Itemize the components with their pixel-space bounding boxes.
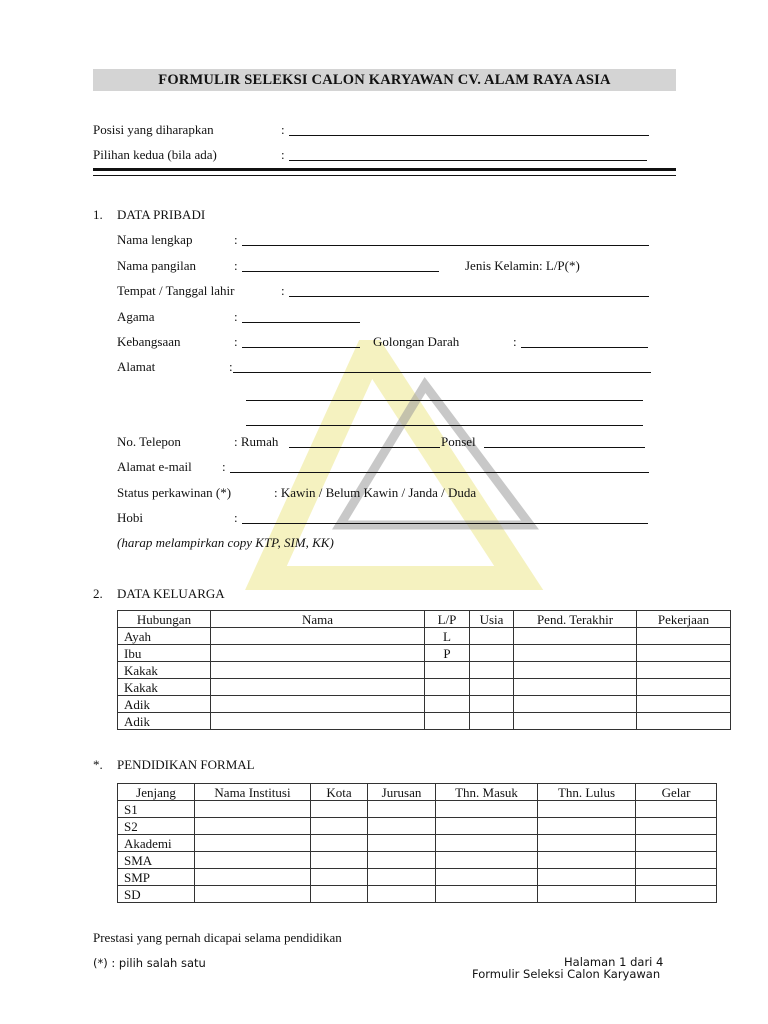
birth-field[interactable] <box>289 296 649 297</box>
table-row <box>118 852 717 869</box>
table-cell[interactable] <box>311 835 368 852</box>
table-cell[interactable] <box>514 662 637 679</box>
table-header-row <box>118 611 731 628</box>
table-cell[interactable] <box>637 628 731 645</box>
table-cell[interactable] <box>514 713 637 730</box>
nationality-field[interactable] <box>242 347 360 348</box>
table-cell[interactable] <box>470 628 514 645</box>
section-title-education: PENDIDIKAN FORMAL <box>117 757 255 772</box>
row-label: Ibu <box>118 645 211 662</box>
desired-position-field[interactable] <box>289 135 649 136</box>
table-cell[interactable] <box>195 835 311 852</box>
table-cell[interactable] <box>470 679 514 696</box>
birth-label: Tempat / Tanggal lahir <box>117 283 235 298</box>
colon: : <box>229 359 233 374</box>
marital-status-options[interactable]: : Kawin / Belum Kawin / Janda / Duda <box>274 485 477 500</box>
email-label: Alamat e-mail <box>117 459 192 474</box>
section-title-personal: DATA PRIBADI <box>117 207 206 222</box>
table-cell[interactable] <box>538 818 636 835</box>
table-cell[interactable] <box>538 835 636 852</box>
table-cell[interactable] <box>368 869 436 886</box>
table-cell[interactable] <box>425 679 470 696</box>
colon: : <box>281 283 285 298</box>
table-cell[interactable] <box>425 662 470 679</box>
column-header: Usia <box>470 611 514 628</box>
colon: : <box>281 122 285 137</box>
second-choice-field[interactable] <box>289 160 647 161</box>
table-row <box>118 645 731 662</box>
table-cell[interactable] <box>211 713 425 730</box>
form-title: FORMULIR SELEKSI CALON KARYAWAN CV. ALAM RAYA ASIA <box>93 69 676 91</box>
table-cell[interactable] <box>436 801 538 818</box>
second-choice-label: Pilihan kedua (bila ada) <box>93 147 217 162</box>
table-cell[interactable] <box>368 852 436 869</box>
table-cell[interactable] <box>311 886 368 903</box>
table-cell[interactable] <box>425 713 470 730</box>
table-cell[interactable] <box>211 662 425 679</box>
nickname-field[interactable] <box>242 271 439 272</box>
row-label: SD <box>118 886 195 903</box>
table-row <box>118 886 717 903</box>
email-field[interactable] <box>230 472 649 473</box>
table-cell[interactable] <box>368 886 436 903</box>
table-cell[interactable] <box>637 679 731 696</box>
table-cell[interactable] <box>636 835 717 852</box>
table-cell[interactable] <box>538 801 636 818</box>
table-cell[interactable] <box>636 801 717 818</box>
page-number: Halaman 1 dari 4 <box>564 955 664 969</box>
colon: : <box>234 510 238 525</box>
column-header: Jenjang <box>118 784 195 801</box>
footer-form-name: Formulir Seleksi Calon Karyawan <box>472 967 661 981</box>
table-cell[interactable] <box>436 835 538 852</box>
table-cell[interactable] <box>311 818 368 835</box>
table-cell[interactable] <box>637 713 731 730</box>
table-cell[interactable] <box>538 869 636 886</box>
row-label: SMP <box>118 869 195 886</box>
table-cell[interactable] <box>195 818 311 835</box>
education-table <box>117 783 717 903</box>
colon: : <box>234 258 238 273</box>
family-table <box>117 610 731 730</box>
table-cell[interactable] <box>436 886 538 903</box>
column-header: Thn. Masuk <box>436 784 538 801</box>
table-cell[interactable] <box>211 645 425 662</box>
divider-thick <box>93 168 676 171</box>
table-cell[interactable] <box>368 801 436 818</box>
colon: : <box>513 334 517 349</box>
mobile-phone-label: Ponsel <box>441 434 476 449</box>
table-cell[interactable] <box>636 818 717 835</box>
address-field-line-2[interactable] <box>246 400 643 401</box>
table-cell[interactable] <box>195 801 311 818</box>
column-header: Hubungan <box>118 611 211 628</box>
column-header: Nama <box>211 611 425 628</box>
blood-type-field[interactable] <box>521 347 648 348</box>
table-cell[interactable] <box>470 696 514 713</box>
column-header: Kota <box>311 784 368 801</box>
table-cell[interactable] <box>195 869 311 886</box>
achievements-label: Prestasi yang pernah dicapai selama pendidikan <box>93 930 342 945</box>
row-label: Akademi <box>118 835 195 852</box>
row-label: Kakak <box>118 662 211 679</box>
home-phone-label: : Rumah <box>234 434 279 449</box>
table-cell[interactable] <box>211 628 425 645</box>
table-cell[interactable] <box>368 818 436 835</box>
table-row <box>118 679 731 696</box>
column-header: Gelar <box>636 784 717 801</box>
table-cell[interactable] <box>425 696 470 713</box>
row-label: S1 <box>118 801 195 818</box>
religion-label: Agama <box>117 309 155 324</box>
table-row <box>118 835 717 852</box>
table-cell[interactable] <box>514 696 637 713</box>
row-label: Adik <box>118 713 211 730</box>
table-header-row <box>118 784 717 801</box>
table-cell[interactable] <box>436 818 538 835</box>
table-cell[interactable] <box>637 662 731 679</box>
table-cell[interactable] <box>636 886 717 903</box>
table-cell[interactable] <box>636 869 717 886</box>
column-header: Nama Institusi <box>195 784 311 801</box>
table-cell[interactable] <box>538 852 636 869</box>
phone-label: No. Telepon <box>117 434 181 449</box>
table-row <box>118 713 731 730</box>
column-header: Pekerjaan <box>637 611 731 628</box>
section-title-family: DATA KELUARGA <box>117 586 225 601</box>
section-number: 2. <box>93 586 103 601</box>
colon: : <box>234 232 238 247</box>
gender-label: Jenis Kelamin: L/P(*) <box>465 258 580 273</box>
table-cell[interactable] <box>470 645 514 662</box>
table-cell[interactable] <box>514 645 637 662</box>
hobby-field[interactable] <box>242 523 648 524</box>
table-cell[interactable] <box>538 886 636 903</box>
footer-note: (*) : pilih salah satu <box>93 956 206 970</box>
table-cell[interactable] <box>470 662 514 679</box>
table-row <box>118 662 731 679</box>
table-row <box>118 869 717 886</box>
table-cell[interactable] <box>211 696 425 713</box>
colon: : <box>234 334 238 349</box>
colon: : <box>222 459 226 474</box>
row-label: SMA <box>118 852 195 869</box>
column-header: Thn. Lulus <box>538 784 636 801</box>
table-cell[interactable] <box>514 628 637 645</box>
attachment-note: (harap melampirkan copy KTP, SIM, KK) <box>117 535 334 550</box>
nickname-label: Nama pangilan <box>117 258 197 273</box>
marital-status-label: Status perkawinan (*) <box>117 485 232 500</box>
row-label: Adik <box>118 696 211 713</box>
address-field-line-3[interactable] <box>246 425 643 426</box>
table-cell[interactable] <box>311 869 368 886</box>
table-cell[interactable] <box>311 801 368 818</box>
table-cell[interactable]: P <box>425 645 470 662</box>
section-number: *. <box>93 757 103 772</box>
table-cell[interactable] <box>637 645 731 662</box>
table-cell[interactable] <box>436 852 538 869</box>
table-row <box>118 696 731 713</box>
table-cell[interactable] <box>636 852 717 869</box>
table-cell[interactable] <box>311 852 368 869</box>
table-row <box>118 628 731 645</box>
column-header: Jurusan <box>368 784 436 801</box>
row-label: Ayah <box>118 628 211 645</box>
nationality-label: Kebangsaan <box>117 334 181 349</box>
table-cell[interactable] <box>368 835 436 852</box>
desired-position-label: Posisi yang diharapkan <box>93 122 214 137</box>
table-cell[interactable] <box>637 696 731 713</box>
table-row <box>118 801 717 818</box>
full-name-field[interactable] <box>242 245 649 246</box>
address-field-line-1[interactable] <box>233 372 651 373</box>
address-label: Alamat <box>117 359 156 374</box>
section-number: 1. <box>93 207 103 222</box>
blood-type-label: Golongan Darah <box>373 334 460 349</box>
watermark-logo-icon <box>230 340 550 590</box>
table-cell[interactable]: L <box>425 628 470 645</box>
table-cell[interactable] <box>514 679 637 696</box>
hobby-label: Hobi <box>117 510 143 525</box>
table-cell[interactable] <box>470 713 514 730</box>
colon: : <box>234 309 238 324</box>
column-header: L/P <box>425 611 470 628</box>
colon: : <box>281 147 285 162</box>
mobile-phone-field[interactable] <box>484 447 645 448</box>
table-cell[interactable] <box>436 869 538 886</box>
home-phone-field[interactable] <box>289 447 440 448</box>
divider-thin <box>93 175 676 176</box>
table-cell[interactable] <box>195 886 311 903</box>
religion-field[interactable] <box>242 322 360 323</box>
full-name-label: Nama lengkap <box>117 232 193 247</box>
table-row <box>118 818 717 835</box>
column-header: Pend. Terakhir <box>514 611 637 628</box>
table-cell[interactable] <box>195 852 311 869</box>
table-cell[interactable] <box>211 679 425 696</box>
row-label: S2 <box>118 818 195 835</box>
row-label: Kakak <box>118 679 211 696</box>
